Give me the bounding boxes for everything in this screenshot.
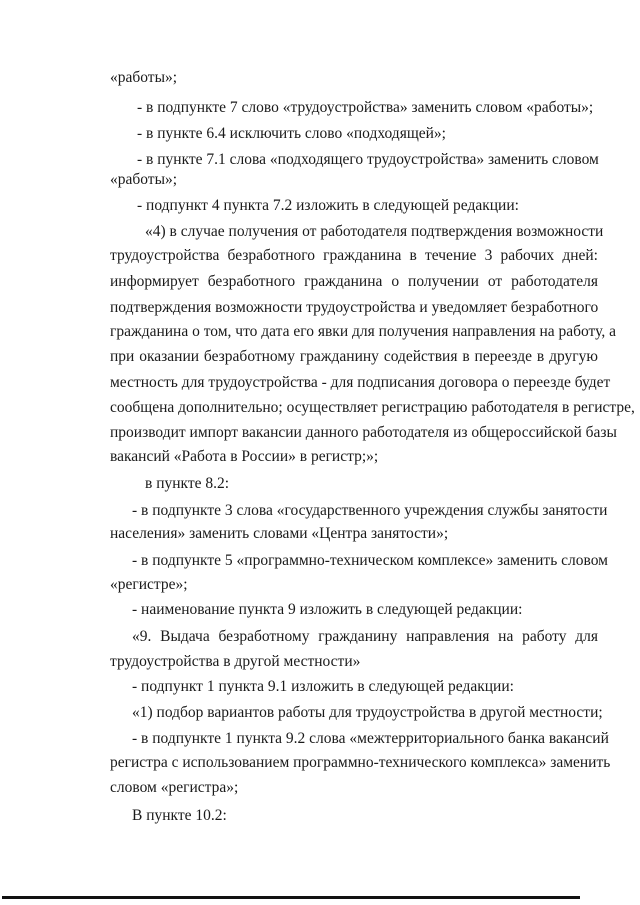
text-line: подтверждения возможности трудоустройства и уведомляет безработного [110, 299, 599, 316]
text-line: производит импорт вакансии данного работодателя из общероссийской базы [110, 424, 617, 441]
text-line: населения» заменить словами «Центра занятости»; [110, 525, 449, 542]
text-line: - в подпункте 7 слово «трудоустройства» заменить словом «работы»; [137, 99, 594, 116]
text-line: «работы»; [110, 69, 178, 86]
text-line: информирует безработного гражданина о получении от работодателя [110, 273, 598, 290]
text-line: - в подпункте 1 пункта 9.2 слова «межтерриториального банка вакансий [132, 730, 609, 747]
text-line: «9. Выдача безработному гражданину направления на работу для [132, 628, 598, 645]
text-line: В пункте 10.2: [132, 807, 227, 824]
text-line: - в подпункте 3 слова «государственного учреждения службы занятости [132, 502, 608, 519]
text-line: - в подпункте 5 «программно-техническом комплексе» заменить словом [132, 552, 608, 569]
text-line: гражданина о том, что дата его явки для получения направления на работу, а [110, 323, 616, 340]
text-line: при оказании безработному гражданину содействия в переезде в другую [110, 348, 598, 365]
text-line: - в пункте 7.1 слова «подходящего трудоустройства» заменить словом [137, 151, 599, 168]
text-line: «регистре»; [110, 576, 188, 593]
text-line: «4) в случае получения от работодателя подтверждения возможности [145, 223, 604, 240]
text-line: трудоустройства в другой местности» [110, 653, 361, 670]
text-line: трудоустройства безработного гражданина в течение 3 рабочих дней: [110, 247, 598, 264]
text-line: - подпункт 1 пункта 9.1 изложить в следующей редакции: [132, 678, 514, 695]
text-line: сообщена дополнительно; осуществляет регистрацию работодателя в регистре, [110, 399, 635, 416]
text-line: - подпункт 4 пункта 7.2 изложить в следующей редакции: [137, 197, 519, 214]
text-line: в пункте 8.2: [145, 475, 230, 492]
text-line: регистра с использованием программно-технического комплекса» заменить [110, 754, 611, 771]
text-line: «работы»; [110, 171, 178, 188]
text-line: местность для трудоустройства - для подписания договора о переезде будет [110, 374, 611, 391]
text-line: словом «регистра»; [110, 779, 239, 796]
text-line: - наименование пункта 9 изложить в следующей редакции: [132, 601, 523, 618]
text-line: - в пункте 6.4 исключить слово «подходящей»; [137, 125, 446, 142]
scan-edge-line [0, 895, 640, 905]
text-line: вакансий «Работа в России» в регистр;»; [110, 448, 379, 465]
text-line: «1) подбор вариантов работы для трудоустройства в другой местности; [132, 704, 603, 721]
